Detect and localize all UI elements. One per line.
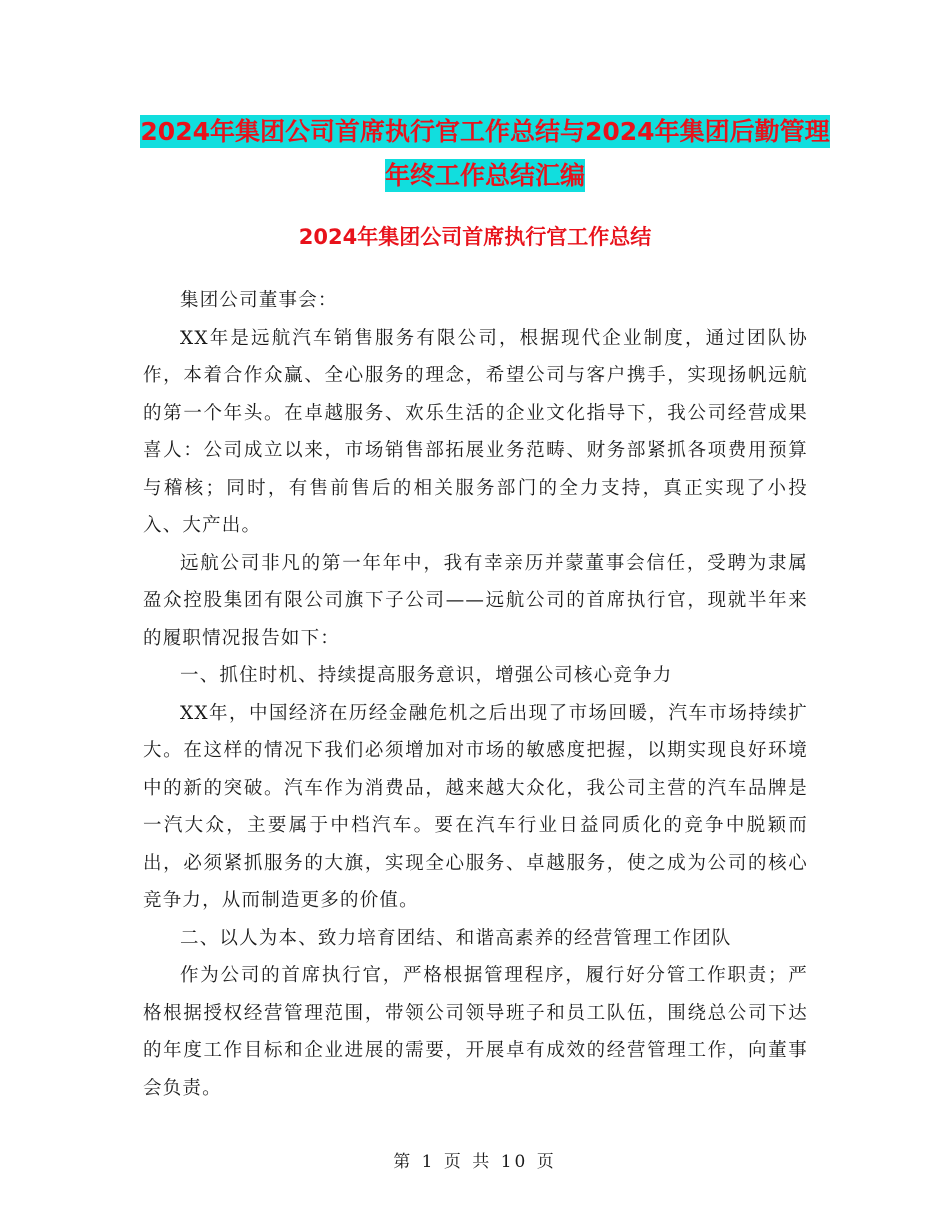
paragraph-intro: XX年是远航汽车销售服务有限公司，根据现代企业制度，通过团队协作，本着合作众赢、全心服务的理念，希望公司与客户携手，实现扬帆远航的第一个年头。在卓越服务、欢乐生活的企业文化指导下，我公司经营成果喜人：公司成立以来，市场销售部拓展业务范畴、财务部紧抓各项费用预算与稽核；同时，有售前售后的相关服务部门的全力支持，真正实现了小投入、大产出。 [143, 327, 808, 536]
paragraph-appointment: 远航公司非凡的第一年年中，我有幸亲历并蒙董事会信任，受聘为隶属盈众控股集团有限公司旗下子公司——远航公司的首席执行官，现就半年来的履职情况报告如下： [143, 552, 808, 649]
heading-two: 二、以人为本、致力培育团结、和谐高素养的经营管理工作团队 [180, 927, 732, 949]
salutation: 集团公司董事会： [180, 290, 338, 311]
page-footer: 第 1 页 共 10 页 [393, 1152, 557, 1172]
document-body [143, 282, 808, 1107]
paragraph-market: XX年，中国经济在历经金融危机之后出现了市场回暖，汽车市场持续扩大。在这样的情况下我们必须增加对市场的敏感度把握，以期实现良好环境中的新的突破。汽车作为消费品，越来越大众化，我公司主营的汽车品牌是一汽大众，主要属于中档汽车。要在汽车行业日益同质化的竞争中脱颖而出，必须紧抓服务的大旗，实现全心服务、卓越服务，使之成为公司的核心竞争力，从而制造更多的价值。 [143, 702, 808, 911]
paragraph-management: 作为公司的首席执行官，严格根据管理程序，履行好分管工作职责；严格根据授权经营管理范围，带领公司领导班子和员工队伍，围绕总公司下达的年度工作目标和企业进展的需要，开展卓有成效的经营管理工作，向董事会负责。 [143, 965, 808, 1099]
main-title-highlight: 2024年集团公司首席执行官工作总结与2024年集团后勤管理年终工作总结汇编 [140, 117, 830, 190]
heading-one: 一、抓住时机、持续提高服务意识，增强公司核心竞争力 [180, 665, 673, 686]
section-title: 2024年集团公司首席执行官工作总结 [298, 225, 652, 249]
document-main-title [140, 110, 830, 198]
